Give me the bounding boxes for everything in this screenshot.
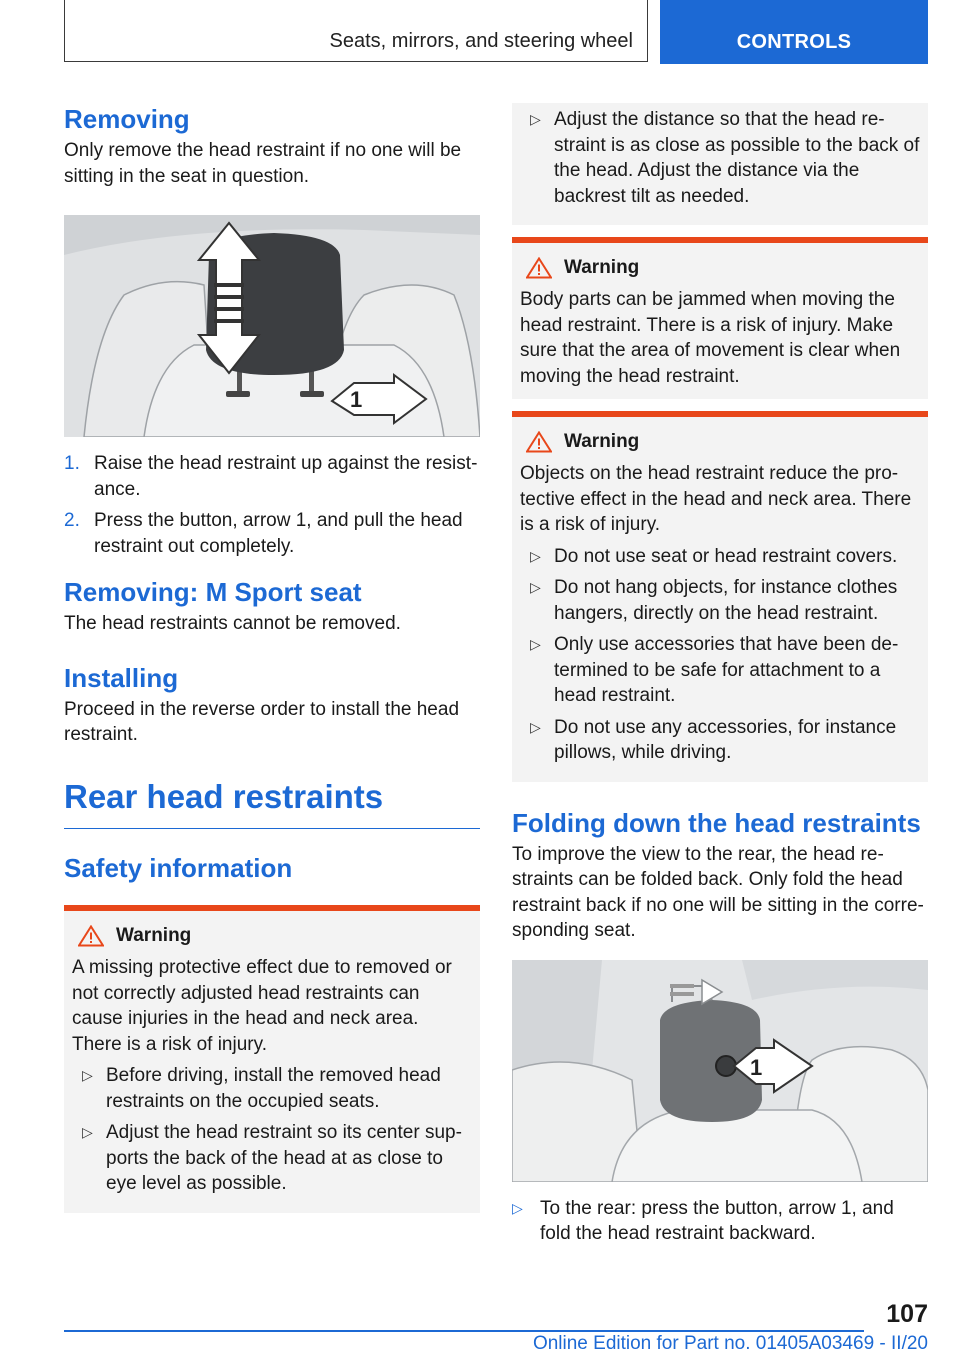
list-item xyxy=(64,451,480,502)
warning-triangle-icon xyxy=(526,431,552,453)
heading-msport: Removing: M Sport seat xyxy=(64,577,362,607)
warning-title xyxy=(520,429,920,455)
warning-title-text: Warning xyxy=(116,925,192,946)
warning-title-text: Warning xyxy=(564,431,640,452)
left-column xyxy=(64,100,480,1213)
bullet-text: Do not use seat or head restraint covers. xyxy=(554,545,898,567)
bullet-text: Adjust the head restraint so its center supports the back of the head at as close to eye level as possible. xyxy=(106,1122,462,1194)
section-rule xyxy=(64,828,480,830)
chapter-tab: CONTROLS xyxy=(660,0,928,64)
heading-rear-head-restraints: Rear head restraints xyxy=(64,777,384,815)
list-item xyxy=(520,632,920,709)
msport-text: The head restraints cannot be removed. xyxy=(64,613,401,634)
bullet-text: Before driving, install the removed head restraints on the occupied seats. xyxy=(106,1065,441,1112)
section-title: Seats, mirrors, and steering wheel xyxy=(64,0,648,62)
figure-head-restraint-folding xyxy=(512,960,928,1182)
bullet-text: Adjust the distance so that the head restraint is as close as possible to the back of the head. Adjust the distance via the backrest tilt as needed. xyxy=(554,109,920,207)
heading-removing: Removing xyxy=(64,104,190,134)
warning-text: Objects on the head restraint reduce the protective effect in the head and neck area. There is a risk of injury. xyxy=(520,463,912,535)
warning-box xyxy=(512,411,928,782)
folding-text: To improve the view to the rear, the head restraints can be folded back. Only fold the head restraint back if no one will be sitting in the corresponding seat. xyxy=(512,843,924,941)
warning-triangle-icon xyxy=(526,257,552,279)
folding-steps xyxy=(512,1196,928,1247)
warning-box xyxy=(512,237,928,399)
bullet-triangle-icon: ▷ xyxy=(512,1199,523,1216)
continued-bullets xyxy=(520,107,920,209)
bullet-triangle-icon: ▷ xyxy=(530,547,541,564)
step-text: Raise the head restraint up against the resistance. xyxy=(94,453,478,500)
warning-box xyxy=(64,905,480,1213)
continued-bullet-box xyxy=(512,103,928,225)
edition-text: Online Edition for Part no. 01405A03469 - II/20 xyxy=(532,1333,928,1354)
warning-text: Body parts can be jammed when moving the head restraint. There is a risk of injury. Make sure that the area of movement is clear when moving the head restraint. xyxy=(520,289,901,387)
bullet-text: To the rear: press the button, arrow 1, and fold the head restraint backward. xyxy=(540,1197,894,1244)
warning-title-text: Warning xyxy=(564,257,640,278)
list-item xyxy=(520,575,920,626)
list-item xyxy=(520,715,920,766)
warning-text: A missing protective effect due to removed or not correctly adjusted head restraints can cause injuries in the head and neck area. There is a risk of injury. xyxy=(72,957,452,1055)
figure1-callout: 1 xyxy=(350,387,363,412)
warning-title xyxy=(520,255,920,281)
step-number: 2. xyxy=(64,510,80,531)
list-item xyxy=(64,508,480,559)
right-column xyxy=(512,103,928,1253)
bullet-triangle-icon: ▷ xyxy=(530,579,541,595)
step-text: Press the button, arrow 1, and pull the head restraint out completely. xyxy=(94,510,463,557)
bullet-text: Only use accessories that have been determined to be safe for attachment to a head restraint. xyxy=(554,634,899,706)
list-item xyxy=(520,544,920,570)
bullet-triangle-icon: ▷ xyxy=(82,1124,93,1140)
bullet-triangle-icon: ▷ xyxy=(82,1067,93,1083)
warning-title xyxy=(72,923,472,949)
list-item xyxy=(72,1063,472,1114)
footer-rule xyxy=(64,1330,864,1332)
list-item xyxy=(512,1196,928,1247)
bullet-triangle-icon: ▷ xyxy=(530,111,541,127)
figure-head-restraint-removal xyxy=(64,215,480,437)
heading-installing: Installing xyxy=(64,662,179,693)
list-item xyxy=(520,107,920,209)
page-number: 107 xyxy=(886,1300,928,1328)
bullet-text: Do not use any accessories, for instance pillows, while driving. xyxy=(554,716,897,763)
installing-text: Proceed in the reverse order to install the head restraint. xyxy=(64,698,460,745)
heading-folding-down: Folding down the head restraints xyxy=(512,807,921,838)
figure2-callout: 1 xyxy=(750,1054,763,1080)
step-number: 1. xyxy=(64,453,80,474)
warning-bullets xyxy=(72,1063,472,1197)
removal-steps xyxy=(64,451,480,559)
page-header xyxy=(64,0,928,64)
warning-bullets xyxy=(520,544,920,766)
bullet-triangle-icon: ▷ xyxy=(530,636,541,652)
heading-safety-information: Safety information xyxy=(64,853,293,883)
bullet-triangle-icon: ▷ xyxy=(530,718,541,735)
list-item xyxy=(72,1120,472,1197)
warning-triangle-icon xyxy=(78,925,104,947)
bullet-text: Do not hang objects, for instance clothes hangers, directly on the head restraint. xyxy=(554,577,898,624)
removing-text: Only remove the head restraint if no one will be sitting in the seat in question. xyxy=(64,140,462,187)
